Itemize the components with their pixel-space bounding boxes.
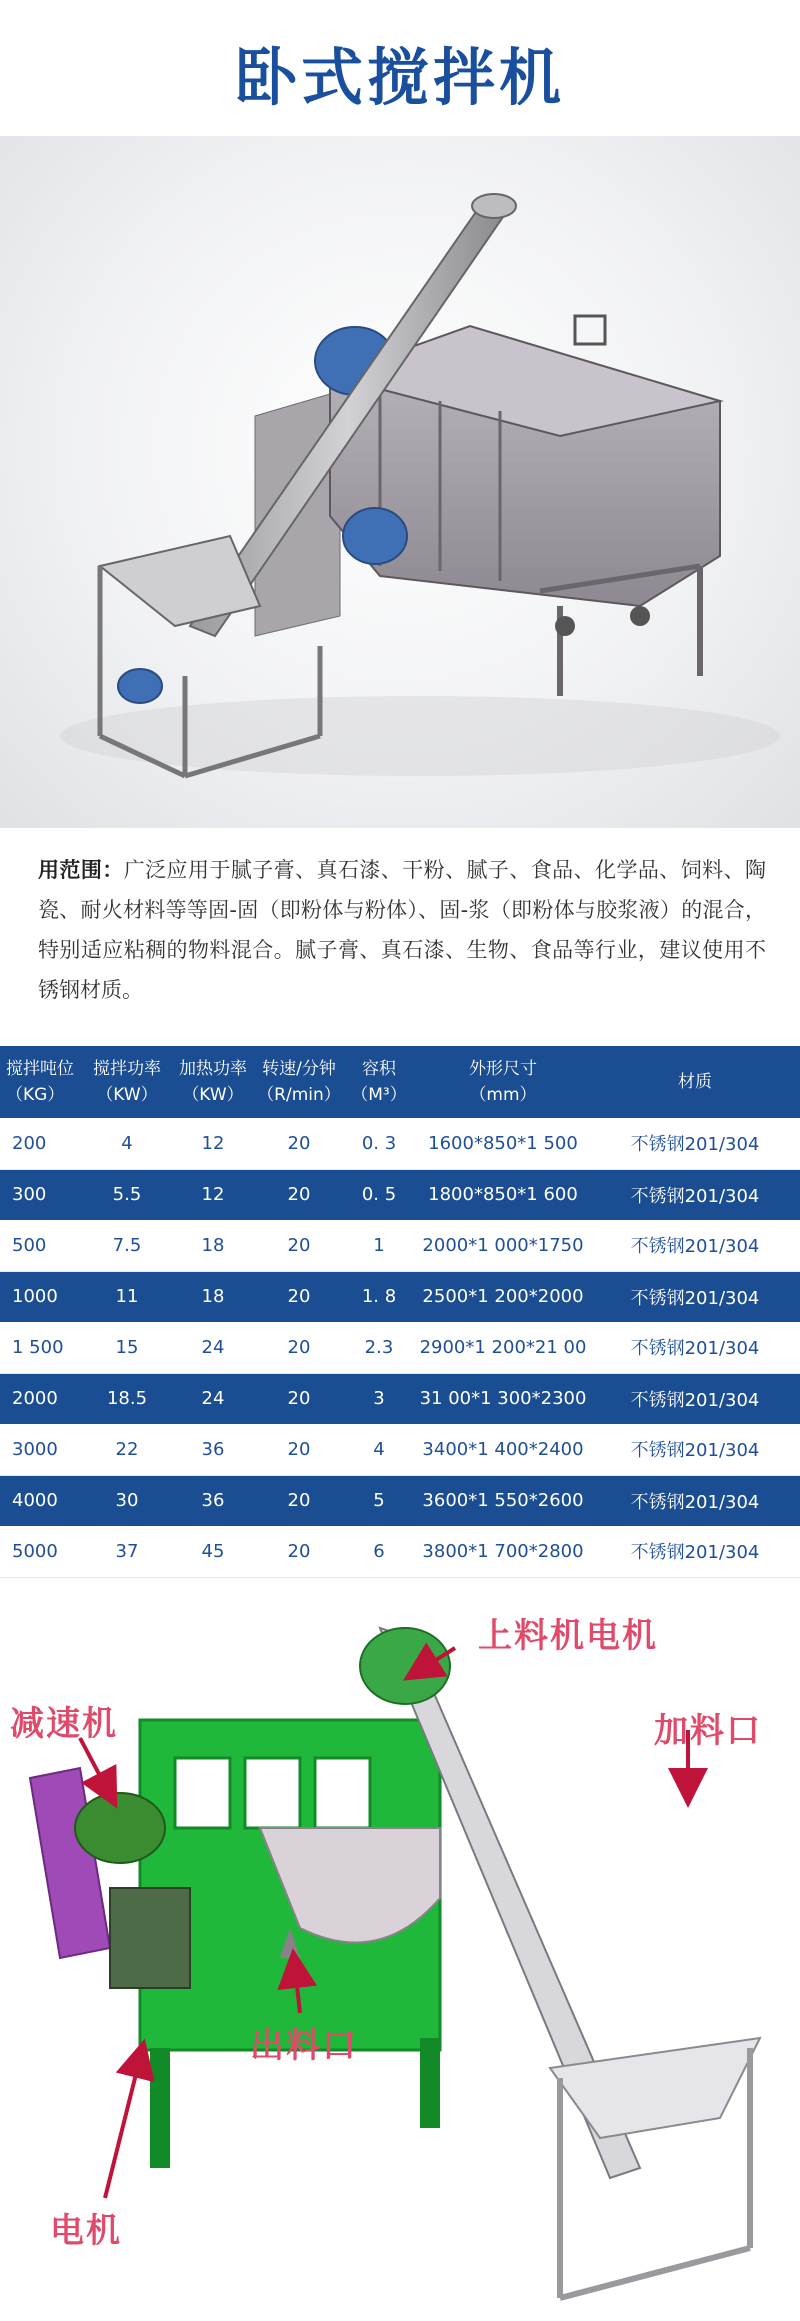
table-cell: 20 <box>256 1373 342 1424</box>
table-cell: 6 <box>342 1526 416 1577</box>
table-cell: 2500*1 200*2000 <box>416 1271 590 1322</box>
header-material: 材质 <box>590 1046 800 1118</box>
table-cell: 不锈钢201/304 <box>590 1424 800 1475</box>
callout-outlet: 出料口 <box>250 2026 358 2066</box>
table-cell: 1600*850*1 500 <box>416 1118 590 1169</box>
table-cell: 4 <box>342 1424 416 1475</box>
header-volume: 容积 （M³） <box>342 1046 416 1118</box>
table-cell: 1 <box>342 1220 416 1271</box>
table-cell: 20 <box>256 1424 342 1475</box>
table-cell: 20 <box>256 1271 342 1322</box>
table-cell: 7.5 <box>84 1220 170 1271</box>
table-row <box>0 1475 800 1526</box>
table-cell: 1800*850*1 600 <box>416 1169 590 1220</box>
table-cell: 2.3 <box>342 1322 416 1373</box>
table-cell: 不锈钢201/304 <box>590 1220 800 1271</box>
table-cell: 45 <box>170 1526 256 1577</box>
labeled-machine-diagram <box>0 1598 800 2321</box>
header-dimensions: 外形尺寸 （mm） <box>416 1046 590 1118</box>
table-cell: 3400*1 400*2400 <box>416 1424 590 1475</box>
table-cell: 0. 5 <box>342 1169 416 1220</box>
table-cell: 5000 <box>0 1526 84 1577</box>
table-cell: 30 <box>84 1475 170 1526</box>
table-row <box>0 1220 800 1271</box>
header-capacity: 搅拌吨位 （KG） <box>0 1046 84 1118</box>
table-row <box>0 1526 800 1577</box>
table-cell: 不锈钢201/304 <box>590 1271 800 1322</box>
table-cell: 1000 <box>0 1271 84 1322</box>
table-cell: 12 <box>170 1118 256 1169</box>
table-cell: 20 <box>256 1526 342 1577</box>
table-cell: 18 <box>170 1271 256 1322</box>
table-cell: 1. 8 <box>342 1271 416 1322</box>
spec-table <box>0 1046 800 1578</box>
usage-text: 广泛应用于腻子膏、真石漆、干粉、腻子、食品、化学品、饲料、陶瓷、耐火材料等等固-固（即粉体与粉体）、固-浆（即粉体与胶浆液）的混合，特别适应粘稠的物料混合。腻子膏、真石漆、生物、食品等行业，建议使用不锈钢材质。 <box>38 858 767 1002</box>
callout-inlet: 加料口 <box>654 1711 762 1751</box>
table-cell: 11 <box>84 1271 170 1322</box>
table-cell: 3 <box>342 1373 416 1424</box>
table-cell: 5.5 <box>84 1169 170 1220</box>
machine-render-image <box>0 136 800 828</box>
table-cell: 200 <box>0 1118 84 1169</box>
table-cell: 15 <box>84 1322 170 1373</box>
table-cell: 不锈钢201/304 <box>590 1373 800 1424</box>
table-cell: 5 <box>342 1475 416 1526</box>
table-cell: 20 <box>256 1220 342 1271</box>
table-cell: 20 <box>256 1118 342 1169</box>
table-row <box>0 1424 800 1475</box>
table-cell: 18.5 <box>84 1373 170 1424</box>
table-cell: 20 <box>256 1322 342 1373</box>
table-cell: 31 00*1 300*2300 <box>416 1373 590 1424</box>
callout-feeder-motor: 上料机电机 <box>478 1616 658 1656</box>
usage-label: 用范围： <box>38 858 124 882</box>
table-row <box>0 1373 800 1424</box>
table-cell: 不锈钢201/304 <box>590 1169 800 1220</box>
table-cell: 不锈钢201/304 <box>590 1526 800 1577</box>
page-title: 卧式搅拌机 <box>234 41 565 114</box>
header-speed: 转速/分钟 （R/min） <box>256 1046 342 1118</box>
table-cell: 3800*1 700*2800 <box>416 1526 590 1577</box>
table-row <box>0 1271 800 1322</box>
table-cell: 3600*1 550*2600 <box>416 1475 590 1526</box>
table-cell: 不锈钢201/304 <box>590 1322 800 1373</box>
table-cell: 36 <box>170 1475 256 1526</box>
table-cell: 不锈钢201/304 <box>590 1118 800 1169</box>
table-row <box>0 1118 800 1169</box>
table-cell: 300 <box>0 1169 84 1220</box>
usage-description <box>38 850 766 1010</box>
table-cell: 4 <box>84 1118 170 1169</box>
table-cell: 20 <box>256 1169 342 1220</box>
callout-motor: 电机 <box>50 2211 122 2251</box>
table-cell: 0. 3 <box>342 1118 416 1169</box>
table-cell: 12 <box>170 1169 256 1220</box>
table-cell: 3000 <box>0 1424 84 1475</box>
table-cell: 22 <box>84 1424 170 1475</box>
table-row <box>0 1169 800 1220</box>
table-cell: 24 <box>170 1373 256 1424</box>
table-cell: 2000*1 000*1750 <box>416 1220 590 1271</box>
callout-reducer: 减速机 <box>10 1704 118 1744</box>
table-cell: 24 <box>170 1322 256 1373</box>
table-cell: 2000 <box>0 1373 84 1424</box>
table-cell: 500 <box>0 1220 84 1271</box>
table-cell: 不锈钢201/304 <box>590 1475 800 1526</box>
table-cell: 20 <box>256 1475 342 1526</box>
table-cell: 4000 <box>0 1475 84 1526</box>
header-heating-power: 加热功率 （KW） <box>170 1046 256 1118</box>
table-cell: 36 <box>170 1424 256 1475</box>
table-row <box>0 1322 800 1373</box>
table-cell: 37 <box>84 1526 170 1577</box>
table-cell: 18 <box>170 1220 256 1271</box>
table-cell: 1 500 <box>0 1322 84 1373</box>
header-mixing-power: 搅拌功率 （KW） <box>84 1046 170 1118</box>
spec-table-header <box>0 1046 800 1118</box>
table-cell: 2900*1 200*21 00 <box>416 1322 590 1373</box>
